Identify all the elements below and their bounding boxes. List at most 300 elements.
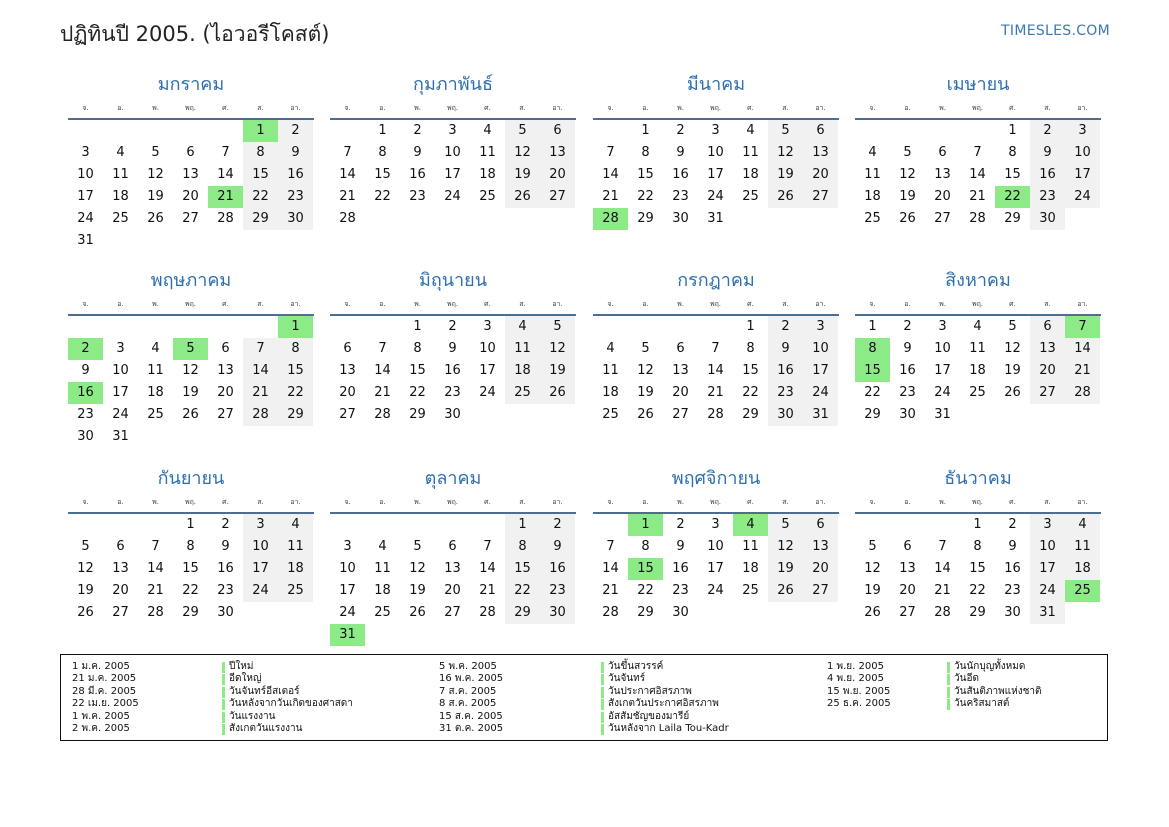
day-cell[interactable]: 25 <box>505 382 540 404</box>
day-cell[interactable]: 3 <box>448 123 457 138</box>
holiday-day-cell[interactable]: 4 <box>733 514 768 536</box>
day-cell[interactable]: 15 <box>505 558 540 580</box>
day-cell[interactable]: 2 <box>1030 120 1065 142</box>
day-cell[interactable]: 25 <box>969 385 986 400</box>
day-cell[interactable]: 7 <box>483 539 492 554</box>
day-cell[interactable]: 21 <box>374 385 391 400</box>
day-cell[interactable]: 28 <box>479 605 496 620</box>
day-cell[interactable]: 20 <box>899 583 916 598</box>
day-cell[interactable]: 19 <box>147 189 164 204</box>
day-cell[interactable]: 14 <box>934 561 951 576</box>
day-cell[interactable]: 10 <box>1030 536 1065 558</box>
day-cell[interactable]: 13 <box>934 167 951 182</box>
day-cell[interactable]: 24 <box>707 189 724 204</box>
day-cell[interactable]: 15 <box>637 167 654 182</box>
day-cell[interactable]: 24 <box>444 189 461 204</box>
day-cell[interactable]: 27 <box>540 186 575 208</box>
day-cell[interactable]: 22 <box>243 186 278 208</box>
day-cell[interactable]: 5 <box>641 341 650 356</box>
day-cell[interactable]: 2 <box>278 120 313 142</box>
day-cell[interactable]: 15 <box>182 561 199 576</box>
day-cell[interactable]: 3 <box>116 341 125 356</box>
day-cell[interactable]: 19 <box>637 385 654 400</box>
day-cell[interactable]: 6 <box>1030 316 1065 338</box>
day-cell[interactable]: 9 <box>221 539 230 554</box>
day-cell[interactable]: 27 <box>899 605 916 620</box>
day-cell[interactable]: 27 <box>339 407 356 422</box>
day-cell[interactable]: 8 <box>641 145 650 160</box>
day-cell[interactable]: 27 <box>803 186 838 208</box>
day-cell[interactable]: 23 <box>768 382 803 404</box>
day-cell[interactable]: 10 <box>707 145 724 160</box>
day-cell[interactable]: 11 <box>374 561 391 576</box>
holiday-day-cell[interactable]: 22 <box>995 186 1030 208</box>
holiday-day-cell[interactable]: 1 <box>278 316 313 338</box>
day-cell[interactable]: 20 <box>182 189 199 204</box>
day-cell[interactable]: 3 <box>81 145 90 160</box>
day-cell[interactable]: 2 <box>448 319 457 334</box>
day-cell[interactable]: 4 <box>868 145 877 160</box>
day-cell[interactable]: 20 <box>934 189 951 204</box>
day-cell[interactable]: 17 <box>77 189 94 204</box>
day-cell[interactable]: 12 <box>864 561 881 576</box>
day-cell[interactable]: 12 <box>182 363 199 378</box>
day-cell[interactable]: 25 <box>742 189 759 204</box>
day-cell[interactable]: 19 <box>505 164 540 186</box>
day-cell[interactable]: 26 <box>768 186 803 208</box>
day-cell[interactable]: 15 <box>409 363 426 378</box>
day-cell[interactable]: 17 <box>112 385 129 400</box>
day-cell[interactable]: 1 <box>505 514 540 536</box>
day-cell[interactable]: 14 <box>339 167 356 182</box>
day-cell[interactable]: 14 <box>1065 338 1100 360</box>
day-cell[interactable]: 17 <box>339 583 356 598</box>
day-cell[interactable]: 24 <box>707 583 724 598</box>
day-cell[interactable]: 11 <box>479 145 496 160</box>
day-cell[interactable]: 18 <box>479 167 496 182</box>
day-cell[interactable]: 27 <box>182 211 199 226</box>
day-cell[interactable]: 11 <box>742 145 759 160</box>
day-cell[interactable]: 7 <box>378 341 387 356</box>
day-cell[interactable]: 7 <box>938 539 947 554</box>
day-cell[interactable]: 11 <box>969 341 986 356</box>
day-cell[interactable]: 5 <box>768 120 803 142</box>
day-cell[interactable]: 31 <box>707 211 724 226</box>
day-cell[interactable]: 26 <box>77 605 94 620</box>
day-cell[interactable]: 29 <box>278 404 313 426</box>
day-cell[interactable]: 2 <box>540 514 575 536</box>
day-cell[interactable]: 21 <box>479 583 496 598</box>
day-cell[interactable]: 11 <box>112 167 129 182</box>
day-cell[interactable]: 6 <box>448 539 457 554</box>
day-cell[interactable]: 23 <box>217 583 234 598</box>
day-cell[interactable]: 10 <box>1065 142 1100 164</box>
day-cell[interactable]: 27 <box>1030 382 1065 404</box>
holiday-day-cell[interactable]: 16 <box>68 382 103 404</box>
day-cell[interactable]: 30 <box>672 605 689 620</box>
holiday-day-cell[interactable]: 31 <box>330 624 365 646</box>
holiday-day-cell[interactable]: 1 <box>243 120 278 142</box>
day-cell[interactable]: 4 <box>151 341 160 356</box>
day-cell[interactable]: 16 <box>672 167 689 182</box>
day-cell[interactable]: 12 <box>147 167 164 182</box>
day-cell[interactable]: 30 <box>1030 208 1065 230</box>
day-cell[interactable]: 13 <box>803 536 838 558</box>
day-cell[interactable]: 17 <box>934 363 951 378</box>
day-cell[interactable]: 2 <box>903 319 912 334</box>
day-cell[interactable]: 26 <box>409 605 426 620</box>
day-cell[interactable]: 26 <box>864 605 881 620</box>
day-cell[interactable]: 5 <box>868 539 877 554</box>
day-cell[interactable]: 28 <box>934 605 951 620</box>
day-cell[interactable]: 23 <box>899 385 916 400</box>
day-cell[interactable]: 17 <box>444 167 461 182</box>
day-cell[interactable]: 18 <box>505 360 540 382</box>
day-cell[interactable]: 29 <box>182 605 199 620</box>
day-cell[interactable]: 18 <box>1065 558 1100 580</box>
day-cell[interactable]: 18 <box>112 189 129 204</box>
day-cell[interactable]: 3 <box>483 319 492 334</box>
day-cell[interactable]: 8 <box>641 539 650 554</box>
day-cell[interactable]: 25 <box>864 211 881 226</box>
day-cell[interactable]: 8 <box>186 539 195 554</box>
day-cell[interactable]: 17 <box>479 363 496 378</box>
holiday-day-cell[interactable]: 15 <box>855 360 890 382</box>
day-cell[interactable]: 29 <box>969 605 986 620</box>
day-cell[interactable]: 21 <box>969 189 986 204</box>
day-cell[interactable]: 5 <box>81 539 90 554</box>
day-cell[interactable]: 20 <box>444 583 461 598</box>
day-cell[interactable]: 19 <box>768 558 803 580</box>
day-cell[interactable]: 20 <box>672 385 689 400</box>
day-cell[interactable]: 16 <box>768 360 803 382</box>
day-cell[interactable]: 19 <box>77 583 94 598</box>
day-cell[interactable]: 24 <box>803 382 838 404</box>
day-cell[interactable]: 11 <box>505 338 540 360</box>
day-cell[interactable]: 31 <box>803 404 838 426</box>
day-cell[interactable]: 25 <box>112 211 129 226</box>
day-cell[interactable]: 12 <box>77 561 94 576</box>
day-cell[interactable]: 29 <box>505 602 540 624</box>
day-cell[interactable]: 19 <box>768 164 803 186</box>
day-cell[interactable]: 26 <box>147 211 164 226</box>
day-cell[interactable]: 1 <box>868 319 877 334</box>
day-cell[interactable]: 20 <box>1030 360 1065 382</box>
day-cell[interactable]: 31 <box>934 407 951 422</box>
holiday-day-cell[interactable]: 15 <box>628 558 663 580</box>
day-cell[interactable]: 6 <box>803 120 838 142</box>
holiday-day-cell[interactable]: 21 <box>208 186 243 208</box>
holiday-day-cell[interactable]: 28 <box>593 208 628 230</box>
day-cell[interactable]: 10 <box>707 539 724 554</box>
day-cell[interactable]: 28 <box>1065 382 1100 404</box>
day-cell[interactable]: 13 <box>803 142 838 164</box>
day-cell[interactable]: 8 <box>973 539 982 554</box>
day-cell[interactable]: 8 <box>243 142 278 164</box>
day-cell[interactable]: 13 <box>899 561 916 576</box>
day-cell[interactable]: 8 <box>413 341 422 356</box>
day-cell[interactable]: 16 <box>444 363 461 378</box>
day-cell[interactable]: 2 <box>221 517 230 532</box>
day-cell[interactable]: 29 <box>637 605 654 620</box>
day-cell[interactable]: 4 <box>483 123 492 138</box>
day-cell[interactable]: 16 <box>409 167 426 182</box>
day-cell[interactable]: 30 <box>540 602 575 624</box>
day-cell[interactable]: 22 <box>969 583 986 598</box>
day-cell[interactable]: 11 <box>278 536 313 558</box>
day-cell[interactable]: 12 <box>899 167 916 182</box>
day-cell[interactable]: 27 <box>217 407 234 422</box>
day-cell[interactable]: 19 <box>899 189 916 204</box>
day-cell[interactable]: 8 <box>378 145 387 160</box>
day-cell[interactable]: 22 <box>182 583 199 598</box>
day-cell[interactable]: 26 <box>899 211 916 226</box>
day-cell[interactable]: 11 <box>147 363 164 378</box>
day-cell[interactable]: 18 <box>602 385 619 400</box>
day-cell[interactable]: 6 <box>676 341 685 356</box>
day-cell[interactable]: 5 <box>151 145 160 160</box>
day-cell[interactable]: 26 <box>540 382 575 404</box>
day-cell[interactable]: 4 <box>1065 514 1100 536</box>
day-cell[interactable]: 21 <box>602 583 619 598</box>
day-cell[interactable]: 12 <box>409 561 426 576</box>
day-cell[interactable]: 23 <box>278 186 313 208</box>
day-cell[interactable]: 18 <box>969 363 986 378</box>
day-cell[interactable]: 24 <box>339 605 356 620</box>
day-cell[interactable]: 20 <box>112 583 129 598</box>
day-cell[interactable]: 6 <box>186 145 195 160</box>
day-cell[interactable]: 22 <box>505 580 540 602</box>
day-cell[interactable]: 7 <box>606 145 615 160</box>
day-cell[interactable]: 13 <box>182 167 199 182</box>
day-cell[interactable]: 26 <box>182 407 199 422</box>
day-cell[interactable]: 18 <box>742 167 759 182</box>
day-cell[interactable]: 23 <box>444 385 461 400</box>
day-cell[interactable]: 22 <box>742 385 759 400</box>
day-cell[interactable]: 30 <box>444 407 461 422</box>
day-cell[interactable]: 11 <box>1065 536 1100 558</box>
day-cell[interactable]: 25 <box>374 605 391 620</box>
day-cell[interactable]: 7 <box>606 539 615 554</box>
day-cell[interactable]: 9 <box>1030 142 1065 164</box>
day-cell[interactable]: 7 <box>243 338 278 360</box>
day-cell[interactable]: 9 <box>81 363 90 378</box>
day-cell[interactable]: 13 <box>217 363 234 378</box>
day-cell[interactable]: 2 <box>768 316 803 338</box>
day-cell[interactable]: 15 <box>742 363 759 378</box>
day-cell[interactable]: 16 <box>540 558 575 580</box>
day-cell[interactable]: 6 <box>803 514 838 536</box>
day-cell[interactable]: 24 <box>77 211 94 226</box>
day-cell[interactable]: 17 <box>1030 558 1065 580</box>
day-cell[interactable]: 22 <box>637 189 654 204</box>
day-cell[interactable]: 24 <box>479 385 496 400</box>
day-cell[interactable]: 3 <box>711 123 720 138</box>
day-cell[interactable]: 4 <box>746 123 755 138</box>
day-cell[interactable]: 3 <box>711 517 720 532</box>
day-cell[interactable]: 3 <box>803 316 838 338</box>
day-cell[interactable]: 15 <box>278 360 313 382</box>
day-cell[interactable]: 21 <box>339 189 356 204</box>
day-cell[interactable]: 1 <box>186 517 195 532</box>
day-cell[interactable]: 26 <box>505 186 540 208</box>
holiday-day-cell[interactable]: 7 <box>1065 316 1100 338</box>
day-cell[interactable]: 17 <box>1065 164 1100 186</box>
day-cell[interactable]: 22 <box>374 189 391 204</box>
day-cell[interactable]: 16 <box>1030 164 1065 186</box>
day-cell[interactable]: 27 <box>444 605 461 620</box>
day-cell[interactable]: 23 <box>672 189 689 204</box>
day-cell[interactable]: 7 <box>343 145 352 160</box>
brand-link[interactable]: TIMESLES.COM <box>1001 23 1110 39</box>
day-cell[interactable]: 30 <box>768 404 803 426</box>
day-cell[interactable]: 24 <box>934 385 951 400</box>
day-cell[interactable]: 13 <box>540 142 575 164</box>
day-cell[interactable]: 1 <box>413 319 422 334</box>
day-cell[interactable]: 23 <box>672 583 689 598</box>
day-cell[interactable]: 30 <box>217 605 234 620</box>
day-cell[interactable]: 14 <box>479 561 496 576</box>
day-cell[interactable]: 16 <box>217 561 234 576</box>
holiday-day-cell[interactable]: 1 <box>628 514 663 536</box>
day-cell[interactable]: 22 <box>637 583 654 598</box>
day-cell[interactable]: 6 <box>903 539 912 554</box>
day-cell[interactable]: 22 <box>278 382 313 404</box>
day-cell[interactable]: 10 <box>243 536 278 558</box>
day-cell[interactable]: 3 <box>1065 120 1100 142</box>
day-cell[interactable]: 23 <box>540 580 575 602</box>
day-cell[interactable]: 16 <box>278 164 313 186</box>
day-cell[interactable]: 25 <box>742 583 759 598</box>
day-cell[interactable]: 17 <box>707 561 724 576</box>
day-cell[interactable]: 8 <box>1008 145 1017 160</box>
day-cell[interactable]: 6 <box>540 120 575 142</box>
day-cell[interactable]: 4 <box>505 316 540 338</box>
day-cell[interactable]: 20 <box>339 385 356 400</box>
day-cell[interactable]: 29 <box>243 208 278 230</box>
day-cell[interactable]: 12 <box>505 142 540 164</box>
holiday-day-cell[interactable]: 25 <box>1065 580 1100 602</box>
day-cell[interactable]: 24 <box>112 407 129 422</box>
day-cell[interactable]: 9 <box>676 145 685 160</box>
day-cell[interactable]: 12 <box>768 536 803 558</box>
day-cell[interactable]: 22 <box>864 385 881 400</box>
day-cell[interactable]: 3 <box>938 319 947 334</box>
day-cell[interactable]: 2 <box>413 123 422 138</box>
day-cell[interactable]: 10 <box>934 341 951 356</box>
day-cell[interactable]: 23 <box>1004 583 1021 598</box>
day-cell[interactable]: 5 <box>540 316 575 338</box>
day-cell[interactable]: 10 <box>444 145 461 160</box>
day-cell[interactable]: 16 <box>899 363 916 378</box>
day-cell[interactable]: 7 <box>711 341 720 356</box>
day-cell[interactable]: 18 <box>147 385 164 400</box>
day-cell[interactable]: 9 <box>768 338 803 360</box>
day-cell[interactable]: 25 <box>147 407 164 422</box>
day-cell[interactable]: 3 <box>343 539 352 554</box>
day-cell[interactable]: 13 <box>1030 338 1065 360</box>
day-cell[interactable]: 17 <box>707 167 724 182</box>
day-cell[interactable]: 7 <box>973 145 982 160</box>
holiday-day-cell[interactable]: 2 <box>68 338 103 360</box>
day-cell[interactable]: 29 <box>864 407 881 422</box>
day-cell[interactable]: 5 <box>505 120 540 142</box>
day-cell[interactable]: 4 <box>973 319 982 334</box>
day-cell[interactable]: 23 <box>1030 186 1065 208</box>
day-cell[interactable]: 28 <box>602 605 619 620</box>
day-cell[interactable]: 28 <box>339 211 356 226</box>
day-cell[interactable]: 10 <box>112 363 129 378</box>
day-cell[interactable]: 1 <box>378 123 387 138</box>
day-cell[interactable]: 28 <box>707 407 724 422</box>
day-cell[interactable]: 10 <box>77 167 94 182</box>
day-cell[interactable]: 24 <box>1065 186 1100 208</box>
day-cell[interactable]: 21 <box>602 189 619 204</box>
day-cell[interactable]: 30 <box>278 208 313 230</box>
day-cell[interactable]: 2 <box>676 517 685 532</box>
day-cell[interactable]: 19 <box>409 583 426 598</box>
day-cell[interactable]: 14 <box>147 561 164 576</box>
day-cell[interactable]: 16 <box>672 561 689 576</box>
day-cell[interactable]: 9 <box>1008 539 1017 554</box>
day-cell[interactable]: 30 <box>77 429 94 444</box>
day-cell[interactable]: 12 <box>768 142 803 164</box>
day-cell[interactable]: 4 <box>278 514 313 536</box>
day-cell[interactable]: 9 <box>413 145 422 160</box>
day-cell[interactable]: 19 <box>864 583 881 598</box>
day-cell[interactable]: 31 <box>1030 602 1065 624</box>
day-cell[interactable]: 26 <box>1004 385 1021 400</box>
day-cell[interactable]: 20 <box>217 385 234 400</box>
day-cell[interactable]: 21 <box>1065 360 1100 382</box>
day-cell[interactable]: 14 <box>217 167 234 182</box>
day-cell[interactable]: 1 <box>1008 123 1017 138</box>
day-cell[interactable]: 8 <box>278 338 313 360</box>
day-cell[interactable]: 5 <box>413 539 422 554</box>
day-cell[interactable]: 5 <box>768 514 803 536</box>
day-cell[interactable]: 16 <box>1004 561 1021 576</box>
day-cell[interactable]: 28 <box>147 605 164 620</box>
day-cell[interactable]: 31 <box>77 233 94 248</box>
day-cell[interactable]: 6 <box>221 341 230 356</box>
day-cell[interactable]: 9 <box>448 341 457 356</box>
day-cell[interactable]: 9 <box>278 142 313 164</box>
day-cell[interactable]: 21 <box>934 583 951 598</box>
day-cell[interactable]: 12 <box>540 338 575 360</box>
day-cell[interactable]: 14 <box>243 360 278 382</box>
day-cell[interactable]: 25 <box>479 189 496 204</box>
day-cell[interactable]: 14 <box>969 167 986 182</box>
day-cell[interactable]: 7 <box>221 145 230 160</box>
day-cell[interactable]: 27 <box>803 580 838 602</box>
day-cell[interactable]: 8 <box>746 341 755 356</box>
day-cell[interactable]: 28 <box>243 404 278 426</box>
day-cell[interactable]: 14 <box>707 363 724 378</box>
day-cell[interactable]: 13 <box>112 561 129 576</box>
day-cell[interactable]: 18 <box>374 583 391 598</box>
day-cell[interactable]: 10 <box>803 338 838 360</box>
day-cell[interactable]: 7 <box>151 539 160 554</box>
day-cell[interactable]: 21 <box>243 382 278 404</box>
day-cell[interactable]: 29 <box>409 407 426 422</box>
day-cell[interactable]: 28 <box>969 211 986 226</box>
day-cell[interactable]: 6 <box>116 539 125 554</box>
day-cell[interactable]: 15 <box>1004 167 1021 182</box>
holiday-day-cell[interactable]: 5 <box>173 338 208 360</box>
day-cell[interactable]: 15 <box>243 164 278 186</box>
day-cell[interactable]: 18 <box>278 558 313 580</box>
day-cell[interactable]: 29 <box>637 211 654 226</box>
